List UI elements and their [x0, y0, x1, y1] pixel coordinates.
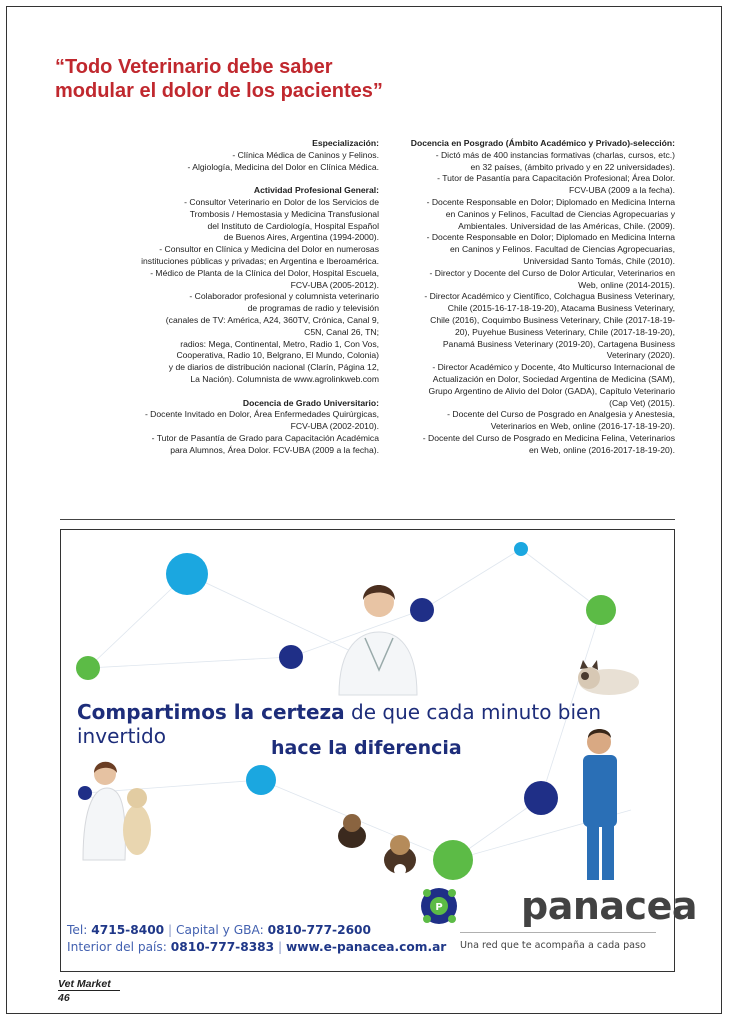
- cv-line: Actualización en Dolor, Sociedad Argentina de Medicina (SAM),: [432, 373, 675, 384]
- cv-line: - Director y Docente del Curso de Dolor Articular, Veterinarios en: [429, 267, 675, 278]
- cv-line: - Director Académico y Docente, 4to Multicurso Internacional de: [432, 362, 675, 373]
- cv-line: - Consultor Veterinario en Dolor de los Servicios de: [184, 196, 379, 207]
- cv-line: (Cap Vet) (2015).: [609, 397, 675, 408]
- cv-line: - Docente Responsable en Dolor; Diplomado en Medicina Interna: [426, 232, 675, 243]
- cv-line: en Web, online (2016-2017-18-19-20).: [528, 444, 675, 455]
- cv-line: Chile (2016), Coquimbo Business Veterinary, Chile (2017-18-19-: [430, 314, 675, 325]
- cv-line: La Nación). Columnista de www.agrolinkweb.com: [190, 373, 379, 384]
- contact-info: [67, 922, 446, 956]
- section-divider: [60, 519, 675, 520]
- headline-line-2: modular el dolor de los pacientes”: [55, 80, 383, 102]
- cv-line: - Tutor de Pasantía para Capacitación Profesional; Área Dolor.: [437, 173, 675, 184]
- capital-number: 0810-777-2600: [267, 923, 372, 937]
- right-column: [395, 138, 675, 468]
- cv-line: Veterinarios en Web, online (2016-17-18-19-20).: [490, 421, 675, 432]
- dot: [246, 765, 276, 795]
- cv-section: [395, 138, 675, 457]
- headline-line-1: “Todo Veterinario debe saber: [55, 56, 333, 78]
- cv-line: Cooperativa, Radio 10, Belgrano, El Mundo, Colonia): [176, 350, 379, 361]
- panacea-advertisement: [60, 529, 697, 972]
- cv-line: y de diarios de distribución nacional (Clarín, Página 12,: [168, 362, 379, 373]
- dot: [410, 598, 434, 622]
- contact-line-2: [67, 939, 446, 956]
- cv-line: de programas de radio y televisión: [247, 303, 379, 314]
- dot: [279, 645, 303, 669]
- cv-line: FCV-UBA (2005-2012).: [290, 279, 379, 290]
- dot: [78, 786, 92, 800]
- separator: |: [168, 923, 173, 937]
- capital-label: Capital y GBA:: [176, 923, 264, 937]
- cv-line: radios: Mega, Continental, Metro, Radio 1, Con Vos,: [180, 338, 379, 349]
- cv-line: FCV-UBA (2009 a la fecha).: [568, 185, 675, 196]
- panacea-brand: [471, 884, 697, 928]
- cv-line: - Clínica Médica de Caninos y Felinos.: [232, 149, 379, 160]
- cv-line: del Instituto de Cardiología, Hospital Español: [207, 220, 379, 231]
- cv-line: - Consultor en Clínica y Medicina del Dolor en numerosas: [159, 244, 379, 255]
- left-column: [118, 138, 379, 468]
- panacea-logo-icon: [421, 888, 457, 924]
- cv-line: - Tutor de Pasantía de Grado para Capacitación Académica: [151, 432, 379, 443]
- cv-line: Web, online (2014-2015).: [578, 279, 675, 290]
- ad-tagline-rest: de que cada minuto bien invertido: [77, 700, 602, 748]
- brand-name: panacea: [521, 884, 697, 928]
- female-vet-top-photo: [339, 585, 417, 695]
- cv-section-title: Docencia de Grado Universitario:: [242, 397, 379, 408]
- cv-line: Grupo Argentino de Alivio del Dolor (GADA), Capítulo Veterinario: [428, 385, 675, 396]
- cv-line: en Caninos y Felinos, Facultad de Ciencias Agropecuarias y: [445, 208, 675, 219]
- ad-tagline-bold: Compartimos la certeza: [77, 700, 345, 724]
- cv-section: [118, 185, 379, 386]
- cv-line: - Colaborador profesional y columnista veterinario: [189, 291, 379, 302]
- website-link[interactable]: www.e-panacea.com.ar: [286, 940, 447, 954]
- cv-line: (canales de TV: América, A24, 360TV, Crónica, Canal 9,: [165, 314, 379, 325]
- cv-line: instituciones públicas y privadas; en Argentina e Iberoamérica.: [141, 255, 379, 266]
- cv-line: Universidad Santo Tomás, Chile (2010).: [523, 255, 675, 266]
- cv-line: - Docente Responsable en Dolor; Diplomado en Medicina Interna: [426, 196, 675, 207]
- cat-photo: [578, 660, 639, 695]
- cv-line: - Docente Invitado en Dolor, Área Enfermedades Quirúrgicas,: [144, 409, 379, 420]
- contact-line-1: [67, 922, 446, 939]
- separator: |: [278, 940, 283, 954]
- magazine-name: Vet Market: [58, 978, 111, 990]
- cv-line: - Médico de Planta de la Clínica del Dolor, Hospital Escuela,: [150, 267, 379, 278]
- tel-label: Tel:: [67, 923, 88, 937]
- dot: [76, 656, 100, 680]
- footer-rule: [58, 990, 120, 991]
- slogan-divider: [460, 932, 656, 933]
- page-number: 46: [58, 992, 70, 1004]
- dot: [524, 781, 558, 815]
- interior-label: Interior del país:: [67, 940, 167, 954]
- cv-line: Chile (2015-16-17-18-19-20), Atacama Business Veterinary,: [447, 303, 675, 314]
- female-vet-with-dog-photo: [83, 762, 151, 860]
- cv-line: 20), Puyehue Business Veterinary, Chile (2017-18-19-20),: [454, 326, 675, 337]
- cv-line: Trombosis / Hemostasia y Medicina Transfusional: [189, 208, 379, 219]
- headline: [55, 55, 383, 103]
- dot: [514, 542, 528, 556]
- logo-letter: P: [435, 902, 443, 913]
- cv-section: [118, 398, 379, 457]
- cv-line: - Algiología, Medicina del Dolor en Clínica Médica.: [187, 161, 379, 172]
- cv-line: en Caninos y Felinos. Facultad de Ciencias Agropecuarias,: [450, 244, 675, 255]
- interior-number: 0810-777-8383: [170, 940, 275, 954]
- cv-line: Veterinary (2020).: [606, 350, 675, 361]
- cv-line: de Buenos Aires, Argentina (1994-2000).: [223, 232, 379, 243]
- ad-tagline-2: hace la diferencia: [271, 737, 462, 759]
- cv-line: C5N, Canal 26, TN;: [304, 326, 379, 337]
- puppies-photo: [338, 814, 416, 876]
- cv-section-title: Actividad Profesional General:: [253, 185, 379, 196]
- cv-line: - Dictó más de 400 instancias formativas (charlas, cursos, etc.): [435, 149, 675, 160]
- tel-number: 4715-8400: [91, 923, 165, 937]
- cv-line: - Director Académico y Científico, Colchagua Business Veterinary,: [424, 291, 675, 302]
- cv-section: [118, 138, 379, 173]
- dot: [433, 840, 473, 880]
- dot: [586, 595, 616, 625]
- dot: [166, 553, 208, 595]
- cv-line: para Alumnos, Área Dolor. FCV-UBA (2009 a la fecha).: [170, 444, 379, 455]
- cv-line: Ambientales. Universidad de las Américas, Chile. (2009).: [458, 220, 675, 231]
- male-vet-photo: [583, 729, 617, 880]
- cv-section-title: Especialización:: [312, 138, 379, 148]
- cv-line: Panamá Business Veterinary (2019-20), Cartagena Business: [442, 338, 675, 349]
- brand-slogan: Una red que te acompaña a cada paso: [460, 940, 646, 951]
- cv-line: - Docente del Curso de Posgrado en Medicina Felina, Veterinarios: [422, 432, 675, 443]
- cv-line: en 32 países, (ámbito privado y en 22 universidades).: [470, 161, 675, 172]
- cv-line: FCV-UBA (2002-2010).: [290, 421, 379, 432]
- cv-section-title: Docencia en Posgrado (Ámbito Académico y Privado)-selección:: [410, 138, 675, 148]
- cv-line: - Docente del Curso de Posgrado en Analgesia y Anestesia,: [447, 409, 675, 420]
